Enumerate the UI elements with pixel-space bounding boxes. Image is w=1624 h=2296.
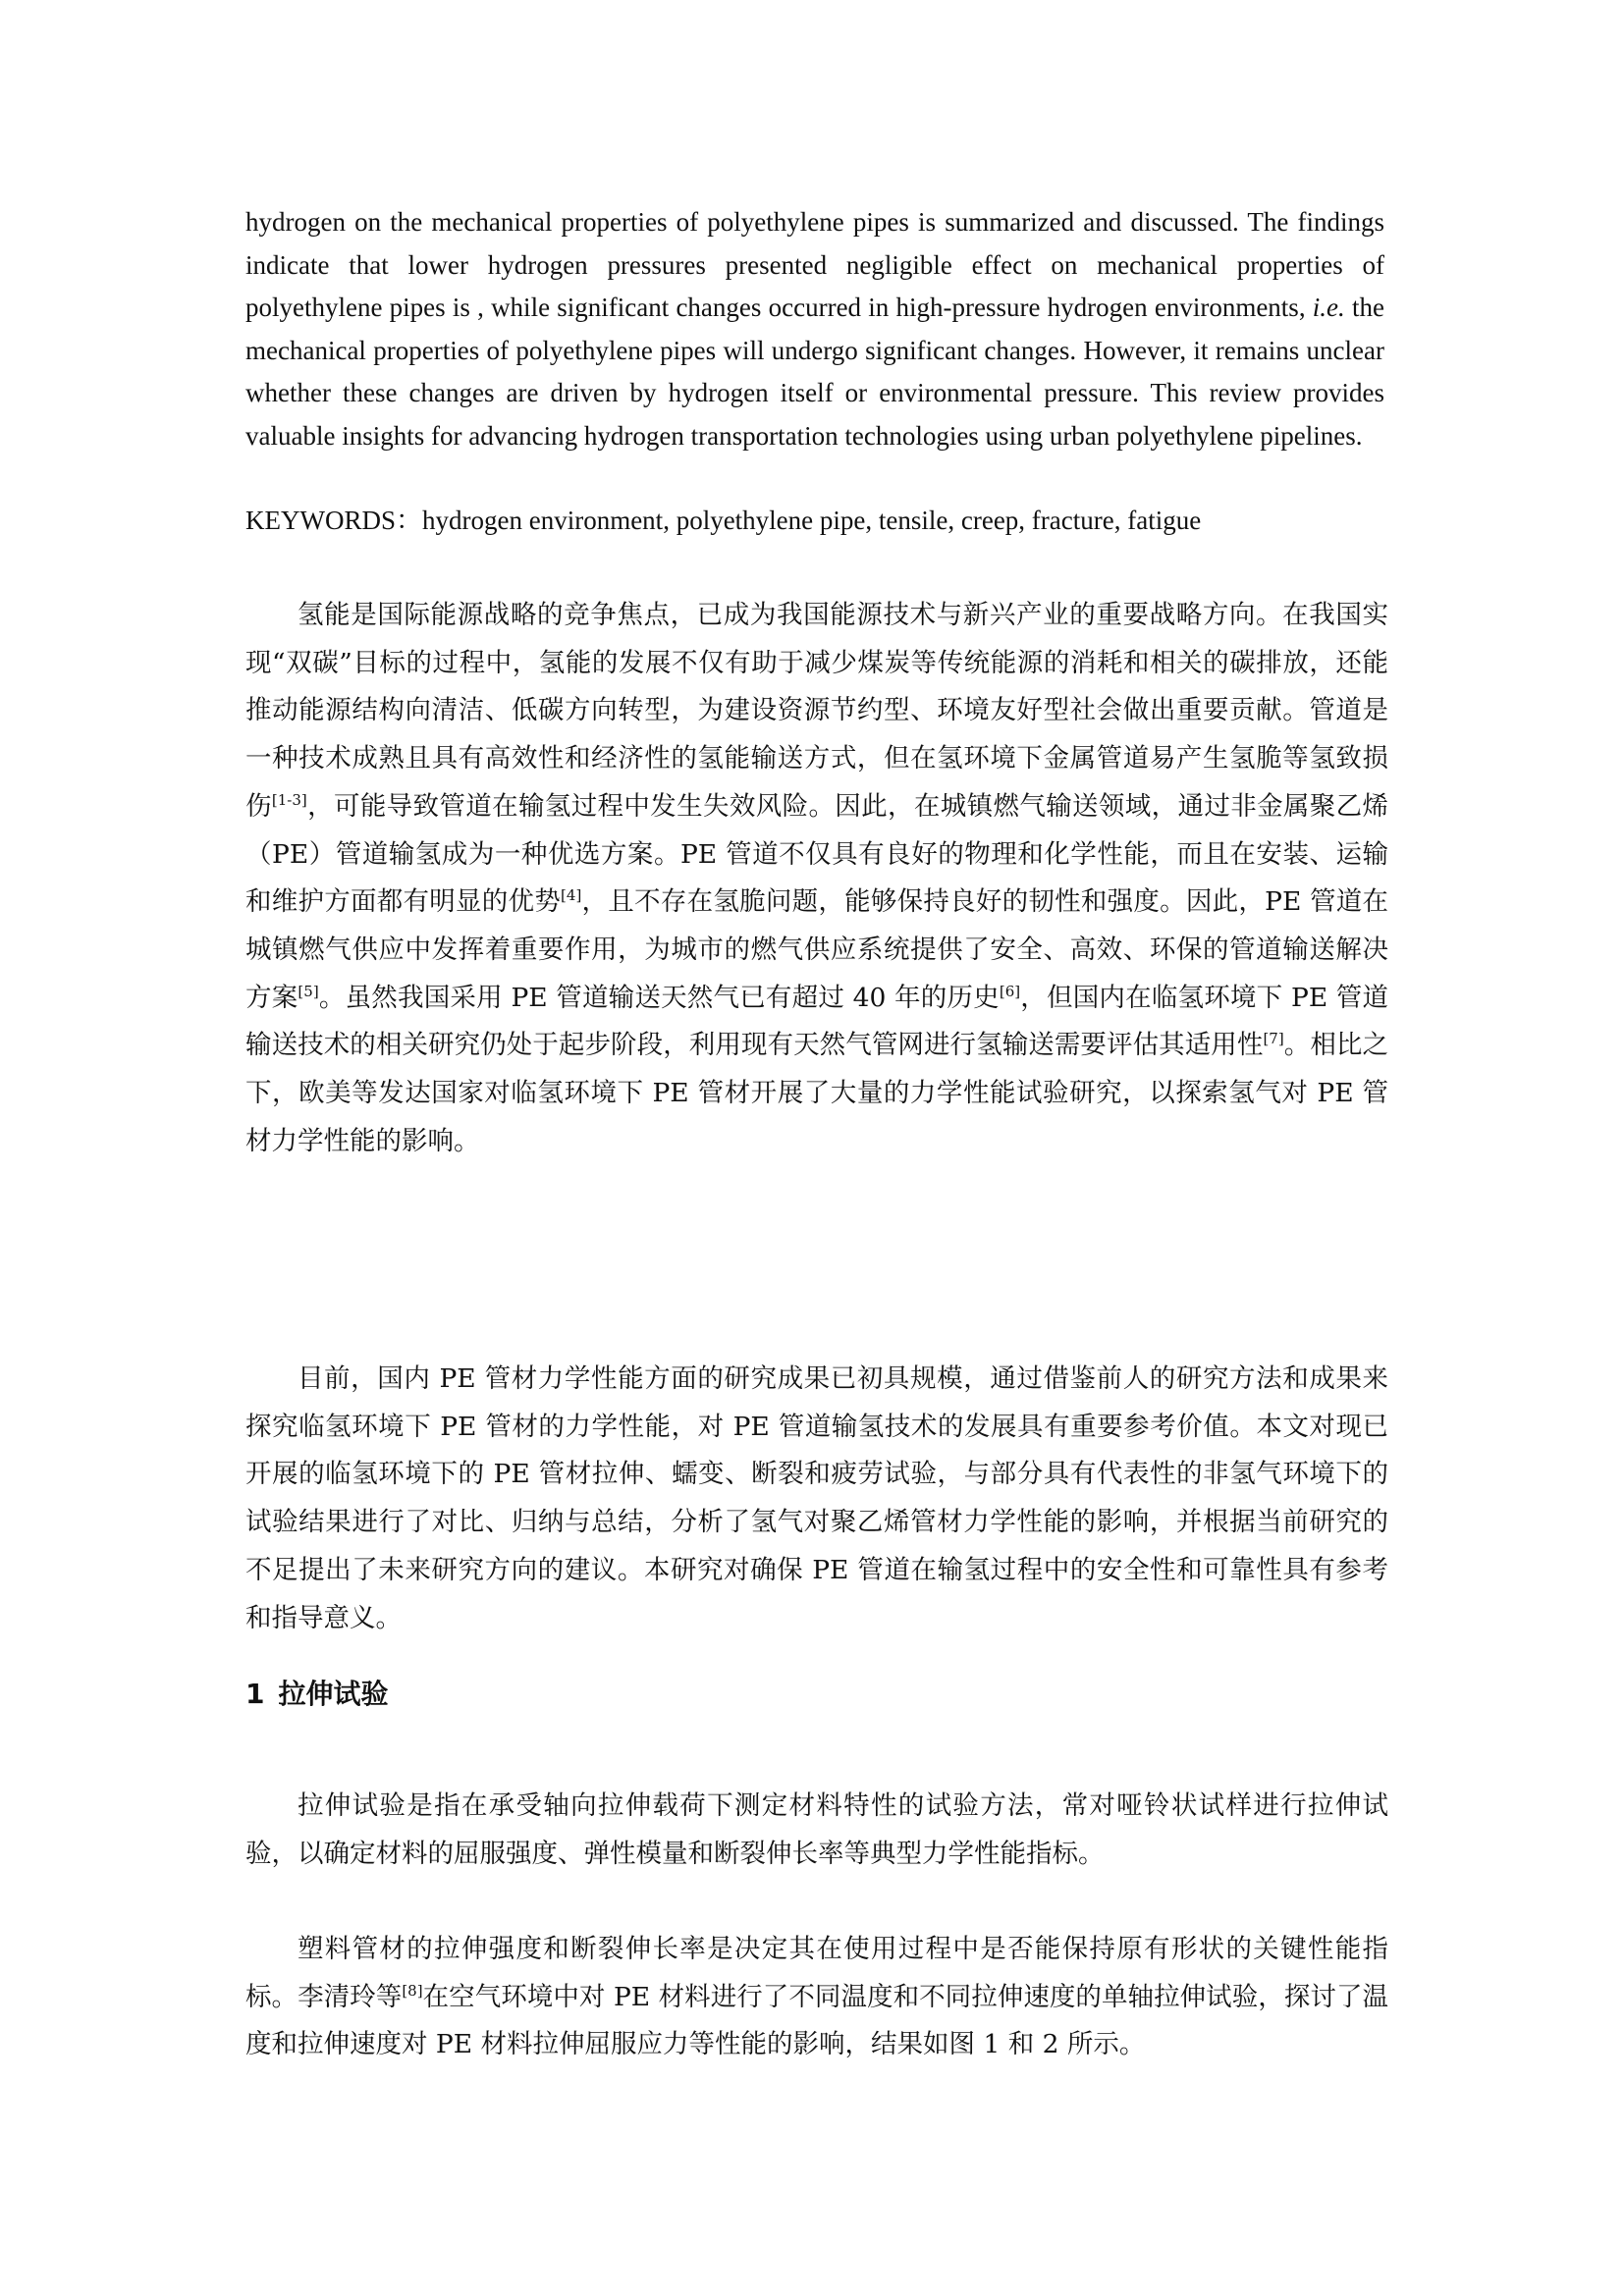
section-title: 拉伸试验 <box>278 1678 389 1710</box>
section1-p2-text: 塑料管材的拉伸强度和断裂伸长率是决定其在使用过程中是否能保持原有形状的关键性能指标。李清玲等 <box>245 1934 1388 2012</box>
intro-paragraph-1 <box>245 592 1388 1165</box>
abstract-ie: i.e. <box>1312 293 1345 323</box>
citation-ref: [5] <box>298 982 319 1000</box>
intro-p1-text: ，且不存在氢脆问题，能够保持良好的韧性和强度。因此，PE 管道在城镇燃气供应中发挥着重要作用，为城市的燃气供应系统提供了安全、高效、环保的管道输送解决方案 <box>245 886 1388 1013</box>
citation-ref: [1-3] <box>271 790 307 809</box>
keywords-label: KEYWORDS： <box>245 506 422 535</box>
section1-paragraph-1: 拉伸试验是指在承受轴向拉伸载荷下测定材料特性的试验方法，常对哑铃状试样进行拉伸试验，以确定材料的屈服强度、弹性模量和断裂伸长率等典型力学性能指标。 <box>245 1790 1388 1869</box>
intro-p1-text: ，可能导致管道在输氢过程中发生失效风险。因此，在城镇燃气输送领域，通过非金属聚乙烯（PE）管道输氢成为一种优选方案。PE 管道不仅具有良好的物理和化学性能，而且在安装、运输和维护方面都有明显的优势 <box>245 790 1389 918</box>
intro-paragraph-2: 目前，国内 PE 管材力学性能方面的研究成果已初具规模，通过借鉴前人的研究方法和成果来探究临氢环境下 PE 管材的力学性能，对 PE 管道输氢技术的发展具有重要参考价值。本文对现已开展的临氢环境下的 PE 管材拉伸、蠕变、断裂和疲劳试验，与部分具有代表性的非氢气环境下的试验结果进行了对比、归纳与总结，分析了氢气对聚乙烯管材力学性能的影响，并根据当前研究的不足提出了未来研究方向的建议。本研究对确保 PE 管道在输氢过程中的安全性和可靠性具有参考和指导意义。 <box>245 1363 1388 1633</box>
intro-p1-text: 氢能是国际能源战略的竞争焦点，已成为我国能源技术与新兴产业的重要战略方向。在我国实现“双碳”目标的过程中，氢能的发展不仅有助于减少煤炭等传统能源的消耗和相关的碳排放，还能推动能源结构向清洁、低碳方向转型，为建设资源节约型、环境友好型社会做出重要贡献。管道是一种技术成熟且具有高效性和经济性的氢能输送方式，但在氢环境下金属管道易产生氢脆等氢致损伤 <box>245 600 1388 822</box>
section1-p2-text: 在空气环境中对 PE 材料进行了不同温度和不同拉伸速度的单轴拉伸试验，探讨了温度和拉伸速度对 PE 材料拉伸屈服应力等性能的影响，结果如图 1 和 2 所示。 <box>245 1981 1388 2060</box>
intro-p1-text: 。虽然我国采用 PE 管道输送天然气已有超过 40 年的历史 <box>318 982 1000 1013</box>
keywords-line <box>245 500 1384 543</box>
citation-ref: [8] <box>402 1981 423 2000</box>
english-abstract <box>245 201 1384 458</box>
section1-paragraph-2 <box>245 1926 1388 2069</box>
keywords-text: hydrogen environment, polyethylene pipe, tensile, creep, fracture, fatigue <box>422 506 1202 535</box>
citation-ref: [6] <box>999 982 1021 1000</box>
intro-p1-text: ，但国内在临氢环境下 PE 管道输送技术的相关研究仍处于起步阶段，利用现有天然气管网进行氢输送需要评估其适用性 <box>245 982 1389 1061</box>
section-heading <box>245 1675 389 1714</box>
citation-ref: [4] <box>561 886 582 905</box>
section-number: 1 <box>245 1678 265 1710</box>
intro-p1-text: 。相比之下，欧美等发达国家对临氢环境下 PE 管材开展了大量的力学性能试验研究，以探索氢气对 PE 管材力学性能的影响。 <box>245 1030 1389 1156</box>
abstract-text-part-1: hydrogen on the mechanical properties of polyethylene pipes is summarized and discussed. The findings indicate that lower hydrogen pressures presented negligible effect on mechanical properties of polyethylene pipes is , while significant changes occurred in high-pressure hydrogen environments, <box>245 207 1384 323</box>
citation-ref: [7] <box>1263 1030 1284 1048</box>
abstract-text-part-2: the mechanical properties of polyethylene pipes will undergo significant changes. However, it remains unclear whether these changes are driven by hydrogen itself or environmental pressure. This review provides valuable insights for advancing hydrogen transportation technologies using urban polyethylene pipelines. <box>245 293 1384 451</box>
